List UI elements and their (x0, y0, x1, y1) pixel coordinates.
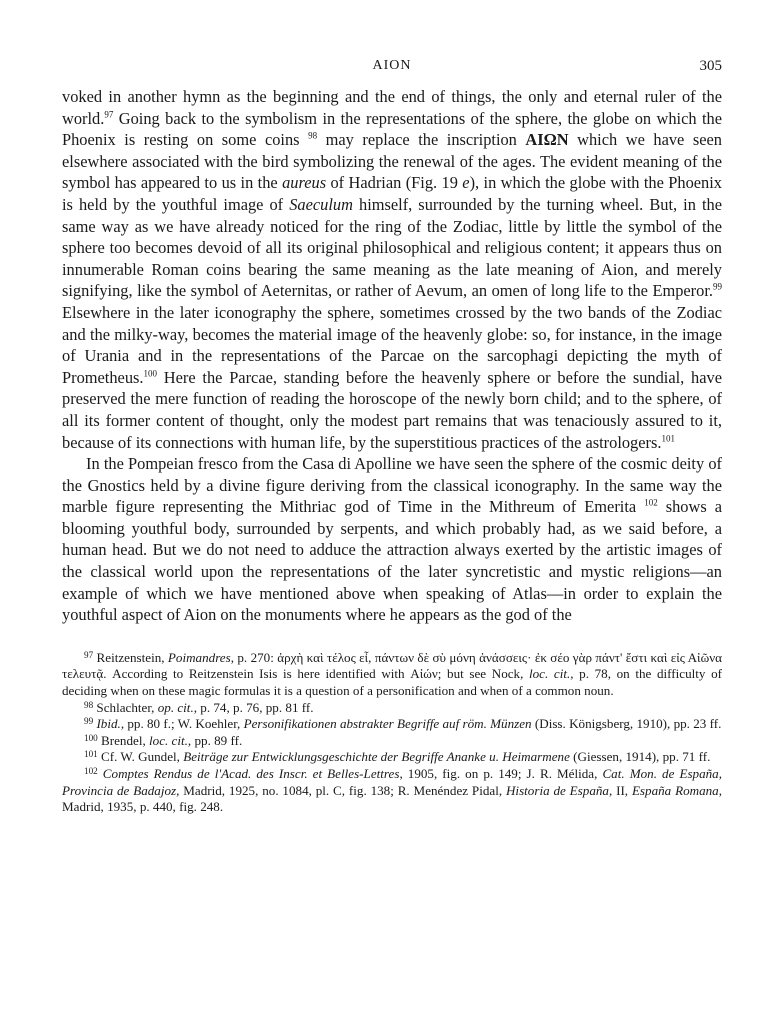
footnote-ref: 101 (84, 749, 98, 760)
text-run: , 1905, fig. on p. 149; J. R. Mélida, (399, 766, 603, 781)
text-run: Schlachter, (93, 699, 158, 715)
footnote-ref: 102 (644, 497, 658, 508)
text-run: Here the Parcae, standing before the heavenly sphere or before the sundial, have preserved the mere function of reading the horoscope of the newly born child; and to the sphere, of all its former content of thought, only the modest part remains that was tenaciously assured to it, because of its connections with human life, by the superstitious practices of the astrologers. (62, 367, 722, 452)
footnote-ref: 98 (84, 699, 94, 710)
footnote (62, 650, 722, 700)
text-run: Reitzenstein, (93, 649, 168, 665)
text-run: (Giessen, 1914), pp. 71 ff. (569, 749, 711, 765)
footnote-ref: 101 (661, 432, 675, 443)
footnote (62, 749, 722, 766)
text-run: Cf. W. Gundel, (97, 749, 184, 765)
text-run: Brendel, (97, 732, 150, 748)
text-run: In the Pompeian fresco from the Casa di Apolline we have seen the sphere of the cosmic deity of the Gnostics held by a divine figure deriving from the classical iconography. In the same way the marble figure representing the Mithriac god of Time in the Mithreum of Emerita (62, 454, 722, 517)
text-run: , Madrid, 1925, no. 1084, pl. C, fig. 138; R. Menéndez Pidal, (176, 782, 506, 798)
italic-text: Poimandres (167, 649, 231, 665)
text-run: ), in which the globe with the Phoenix is held by the youthful image of (62, 173, 722, 214)
running-head (62, 58, 722, 82)
footnote-ref: 97 (104, 108, 114, 119)
text-run: Going back to the symbolism in the representations of the sphere, the globe on which the Phoenix is resting on some coins (62, 108, 722, 150)
footnote-ref: 102 (84, 765, 98, 776)
running-title: AION (372, 58, 412, 73)
page-number: 305 (699, 58, 722, 74)
italic-text: Beiträge zur Entwicklungsgeschichte der Begriffe Ananke u. Heimarmene (183, 749, 570, 765)
text-run: , pp. 89 ff. (187, 732, 243, 748)
footnotes (62, 650, 722, 816)
text-run: Elsewhere in the later iconography the sphere, sometimes crossed by the two bands of the Zodiac and the milky-way, becomes the material image of the heavenly globe: so, for instance, in the image of Urania and in the representations of the Parcae on the sarcophagi depicting the myth of Prometheus. (62, 302, 722, 387)
italic-text: Ibid. (96, 716, 121, 732)
italic-text: España Romana (631, 782, 719, 798)
book-page (62, 58, 722, 816)
text-run: , Madrid, 1935, p. 440, fig. 248. (62, 782, 722, 815)
footnote-ref: 100 (143, 367, 157, 378)
body-paragraph (62, 86, 722, 453)
text-run: himself, surrounded by the turning wheel. But, in the same way as we have already noticed for the ring of the Zodiac, little by little the symbol of the sphere too becomes devoid of all its original philosophical and religious content; it appears thus on innumerable Roman coins bearing the same meaning as the late meaning of Aion, and merely signifying, like the symbol of Aeternitas, or rather of Aevum, an omen of long life to the Emperor. (62, 194, 722, 301)
footnote-ref: 98 (308, 130, 318, 141)
italic-text: Cat. Mon. de España, Provincia de Badajoz (62, 766, 723, 798)
footnote (62, 766, 722, 816)
italic-text: loc. cit. (529, 666, 571, 682)
text-run: , p. 78, on the difficulty of deciding when on these magic formulas it is a question of a personification and when of a common noun. (62, 666, 722, 699)
text-run: which we have seen elsewhere associated with the bird symbolizing the renewal of the ages. The evident meaning of the symbol has appeared to us in the (62, 130, 722, 193)
body-text (62, 86, 722, 626)
italic-text: e (462, 173, 470, 193)
footnote-ref: 99 (713, 281, 722, 292)
body-paragraph (62, 453, 722, 626)
italic-text: Comptes Rendus de l'Acad. des Inscr. et Belles-Lettres (102, 766, 400, 781)
italic-text: op. cit. (157, 699, 194, 715)
text-run: voked in another hymn as the beginning and the end of things, the only and eternal ruler of the world. (62, 87, 722, 128)
bold-text: ΑΙΩΝ (525, 130, 569, 150)
text-run: , pp. 80 f.; W. Koehler, (120, 716, 244, 732)
footnote (62, 733, 722, 750)
text-run: shows a blooming youthful body, surrounded by serpents, and which probably had, as we said before, a human head. But we do not need to adduce the attraction always exerted by the artistic images of the classical world upon the representations of the later syncretistic and mystic religions—an example of which we have mentioned above when speaking of Atlas—in order to explain the youthful aspect of Aion on the monuments where he appears as the god of the (62, 497, 722, 625)
footnote-ref: 97 (84, 649, 94, 660)
text-run: of Hadrian (Fig. 19 (326, 173, 463, 193)
footnote-ref: 99 (84, 716, 94, 727)
italic-text: aureus (282, 173, 327, 193)
text-run: , II, (608, 782, 632, 798)
footnote-ref: 100 (84, 732, 98, 743)
italic-text: loc. cit. (149, 732, 188, 748)
italic-text: Historia de España (505, 782, 609, 798)
italic-text: Personifikationen abstrakter Begriffe auf röm. Münzen (243, 716, 532, 732)
footnote (62, 700, 722, 717)
text-run: may replace the inscription (317, 130, 526, 150)
text-run: (Diss. Königsberg, 1910), pp. 23 ff. (531, 716, 722, 732)
text-run: , p. 270: ἀρχὴ καὶ τέλος εἶ, πάντων δὲ σὺ μόνη ἀνάσσεις· ἐκ σέο γὰρ πάντ' ἔστι καὶ εἰς Αἰῶνα τελευτᾷ. According to Reitzenstein Isis is here identified with Αἰών; but see Nock, (62, 649, 722, 682)
footnote (62, 716, 722, 733)
text-run: , p. 74, p. 76, pp. 81 ff. (193, 699, 314, 715)
italic-text: Saeculum (289, 194, 353, 214)
